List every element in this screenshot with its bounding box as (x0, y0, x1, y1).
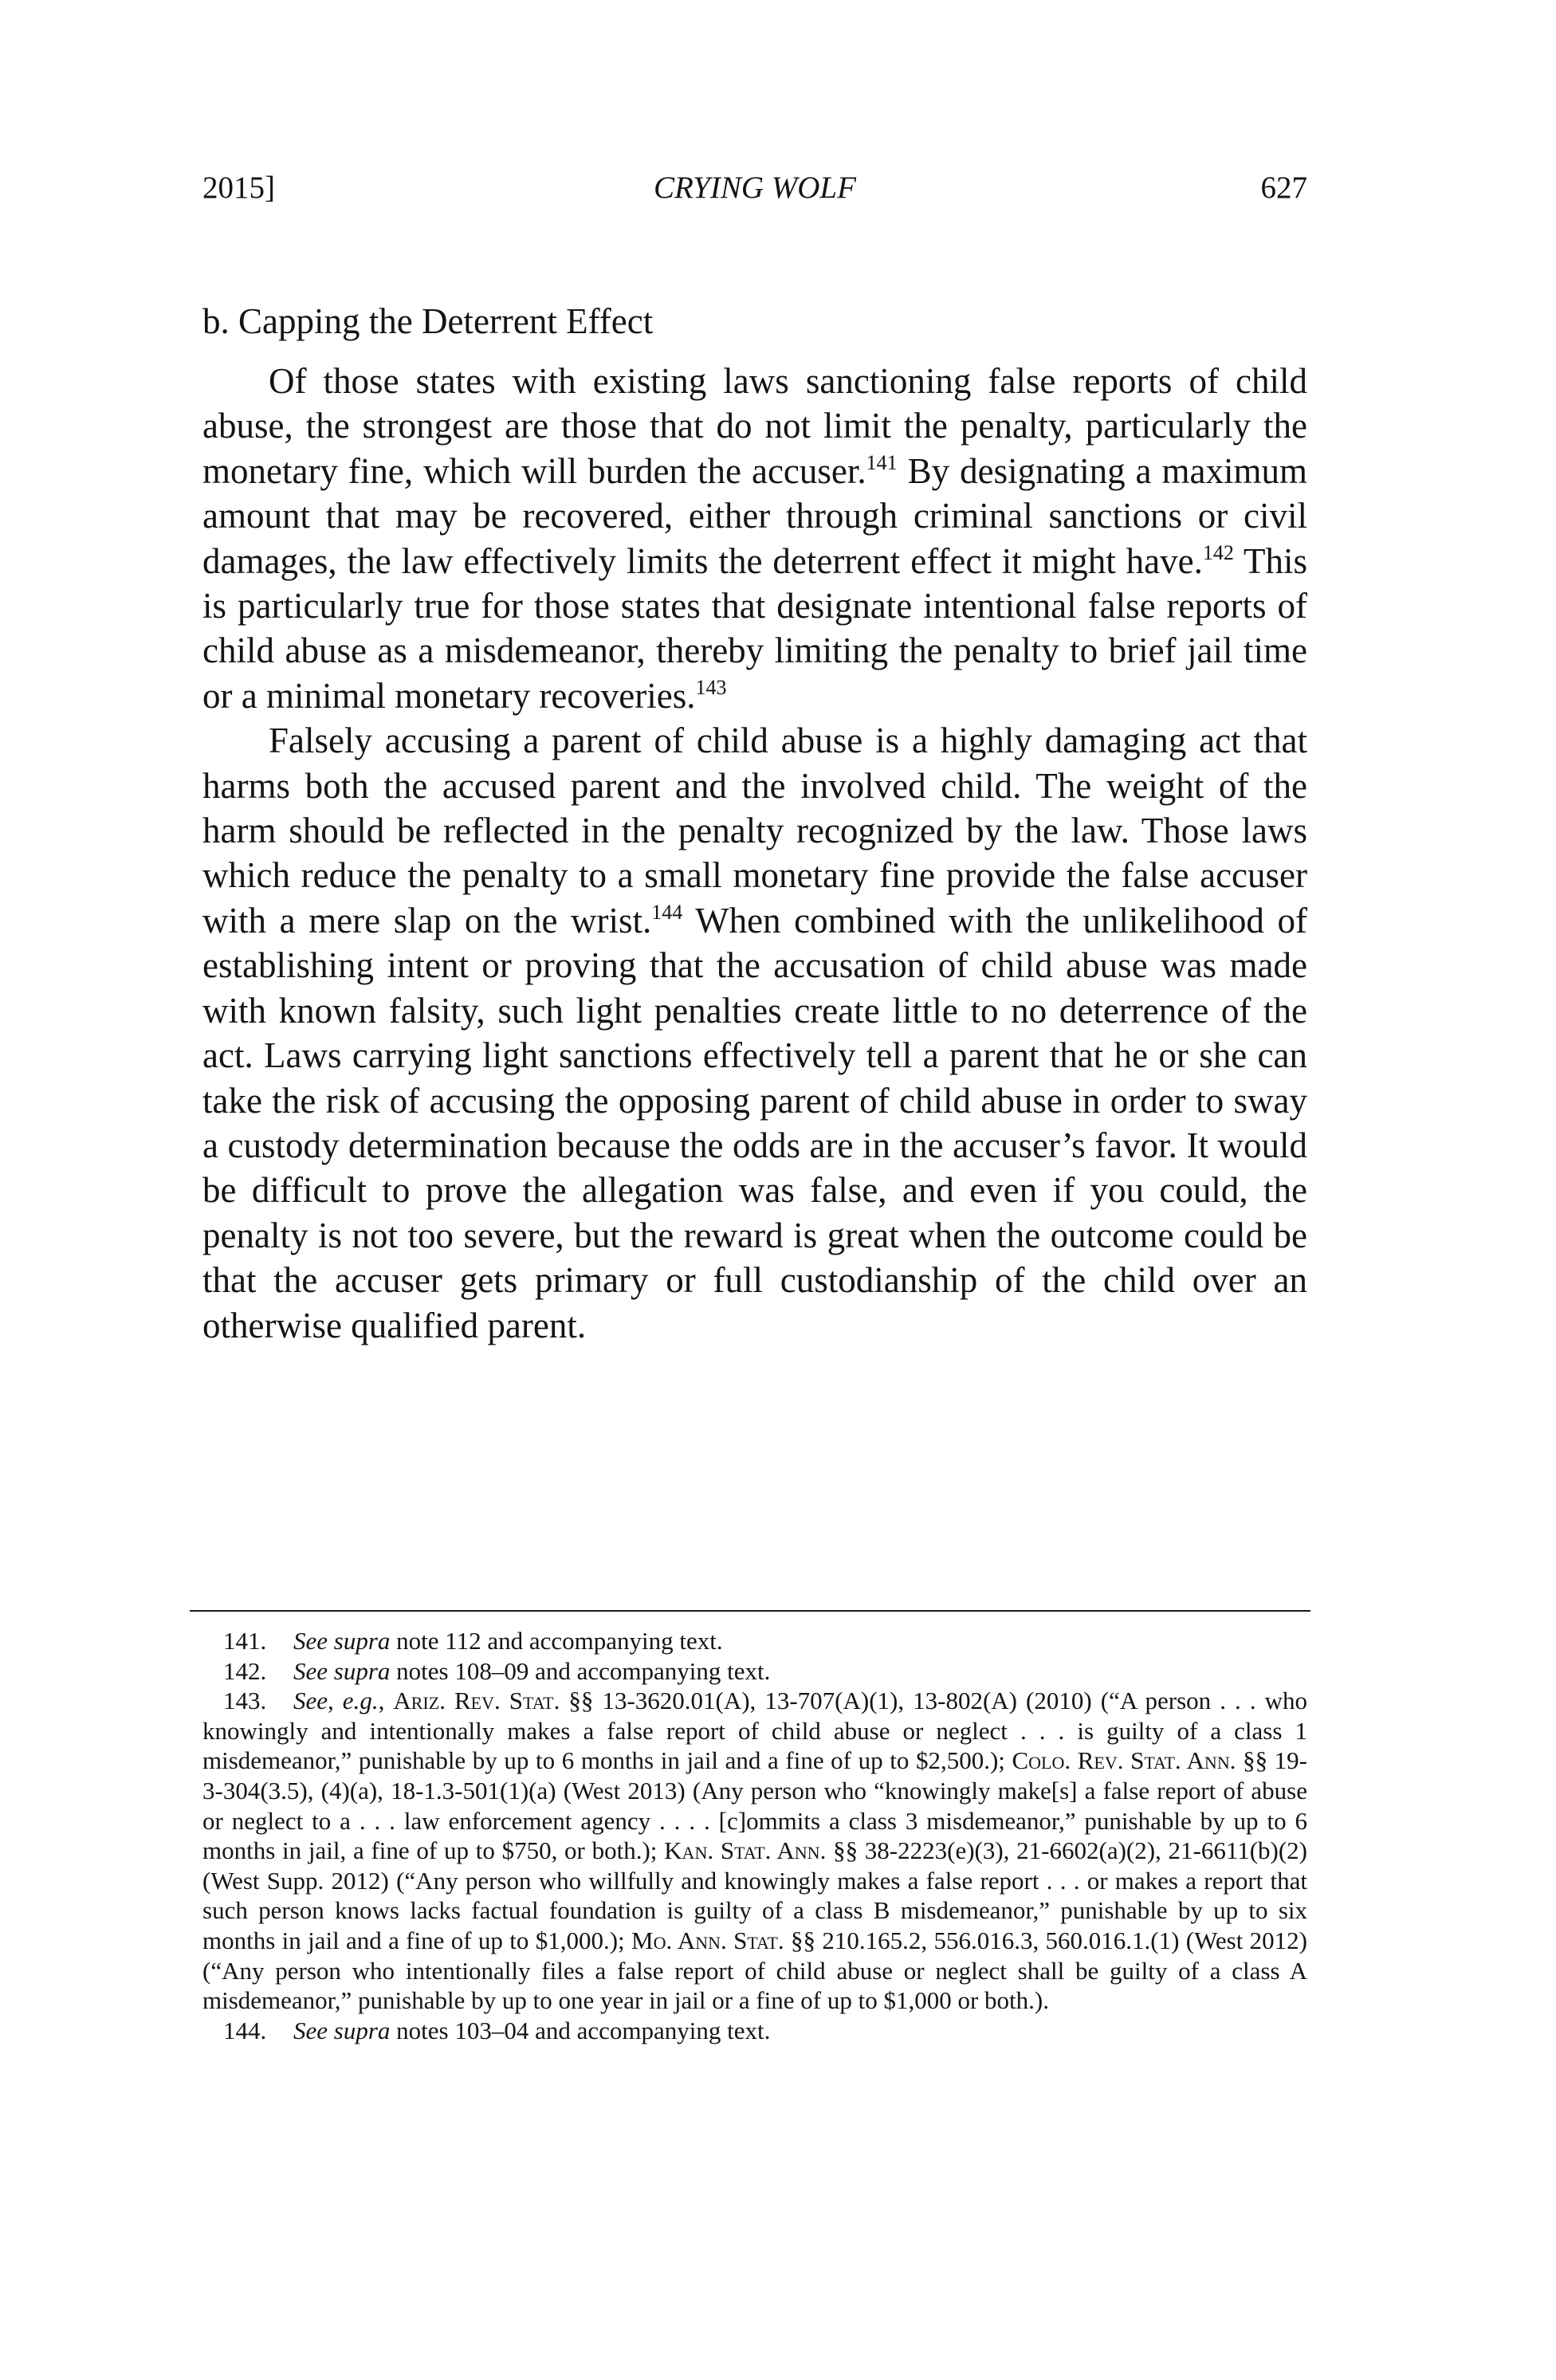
page-number: 627 (1260, 171, 1307, 205)
citation-signal: See supra (293, 1627, 391, 1655)
citation-signal: See supra (293, 2016, 391, 2044)
statute-citation-kansas: Kan. Stat. Ann. (664, 1836, 827, 1865)
body-text (202, 359, 1307, 1348)
footnote-ref-144[interactable]: 144 (651, 900, 683, 924)
footnote-number: 144. (223, 2016, 267, 2044)
running-header (202, 170, 1307, 218)
footnote-text: §§ 210.165.2, 556.016.3, 560.016.1.(1) (West 2012) (“Any person who intentionally files a false report of child abuse or neglect shall be guilty of a class A misdemeanor,” punishable by up to one year in jail or a fine of up to $1,000 or both.). (202, 1926, 1307, 2015)
section-heading: b. Capping the Deterrent Effect (202, 301, 654, 341)
statute-citation-colorado: Colo. Rev. Stat. Ann. (1012, 1746, 1236, 1775)
footnote-number: 143. (223, 1687, 267, 1715)
statute-citation-missouri: Mo. Ann. Stat. (631, 1926, 784, 1954)
footnote-ref-143[interactable]: 143 (695, 675, 727, 699)
footnote-text: §§ 13-3620.01(A), 13-707(A)(1), 13-802(A) (2010) (“A person . . . who knowingly and intentionally makes a false report of child abuse or neglect . . . is guilty of a class 1 misdemeanor,” punishable by up to 6 months in jail and a fine of up to $2,500.); (202, 1687, 1307, 1775)
footnotes (202, 1626, 1307, 2045)
footnote-number: 142. (223, 1656, 267, 1685)
p1-text-1: Of those states with existing laws sanctioning false reports of child abuse, the strongest are those that do not limit the penalty, particularly the monetary fine, which will burden the accuser. (202, 361, 1307, 491)
footnote-text: note 112 and accompanying text. (390, 1627, 723, 1655)
running-title: CRYING WOLF (654, 171, 856, 205)
paragraph-2 (202, 718, 1307, 1348)
p2-text-1: Falsely accusing a parent of child abuse is a highly damaging act that harms both the accused parent and the involved child. The weight of the harm should be reflected in the penalty recognized by the law. Those laws which reduce the penalty to a small monetary fine provide the false accuser with a mere slap on the wrist. (202, 721, 1307, 941)
footnote-text: notes 108–09 and accompanying text. (390, 1656, 771, 1685)
p2-text-2: When combined with the unlikelihood of establishing intent or proving that the accusation of child abuse was made with known falsity, such light penalties create little to no deterrence of the act. Laws carrying light sanctions effectively tell a parent that he or she can take the risk of accusing the opposing parent of child abuse in order to sway a custody determination because the odds are in the accuser’s favor. It would be difficult to prove the allegation was false, and even if you could, the penalty is not too severe, but the reward is great when the outcome could be that the accuser gets primary or full custodianship of the child over an otherwise qualified parent. (202, 900, 1307, 1345)
footnote-ref-142[interactable]: 142 (1202, 540, 1234, 564)
footnote-144 (202, 2016, 1307, 2046)
p1-text-3: This is particularly true for those states that designate intentional false reports of child abuse as a misdemeanor, thereby limiting the penalty to brief jail time or a minimal monetary recoveries. (202, 540, 1307, 716)
footnote-text: §§ 19-3-304(3.5), (4)(a), 18-1.3-501(1)(a) (West 2013) (Any person who “knowingly make[s] a false report of abuse or neglect to a . . . law enforcement agency . . . . [c]ommits a class 3 misdemeanor,” punishable by up to 6 months in jail, a fine of up to $750, or both.); (202, 1746, 1308, 1865)
footnote-divider (190, 1610, 1310, 1612)
footnote-text: , (378, 1687, 394, 1715)
footnote-text: §§ 38-2223(e)(3), 21-6602(a)(2), 21-6611(b)(2) (West Supp. 2012) (“Any person who willfully and knowingly makes a false report . . . or makes a report that such person knows lacks factual foundation is guilty of a class B misdemeanor,” punishable by up to six months in jail and a fine of up to $1,000.); (202, 1836, 1308, 1954)
citation-signal: See supra (293, 1656, 391, 1685)
footnote-text: notes 103–04 and accompanying text. (390, 2016, 771, 2044)
footnote-143 (202, 1686, 1307, 2016)
footnote-141 (202, 1626, 1307, 1656)
paragraph-1 (202, 359, 1307, 718)
header-year: 2015] (202, 171, 275, 205)
statute-citation-arizona: Ariz. Rev. Stat. (393, 1687, 560, 1715)
citation-signal: See, e.g. (293, 1687, 379, 1715)
footnote-142 (202, 1656, 1307, 1687)
p1-text-2: By designating a maximum amount that may be recovered, either through criminal sanctions or civil damages, the law effectively limits the deterrent effect it might have. (202, 450, 1307, 581)
footnote-number: 141. (223, 1627, 267, 1655)
footnote-ref-141[interactable]: 141 (866, 450, 898, 474)
